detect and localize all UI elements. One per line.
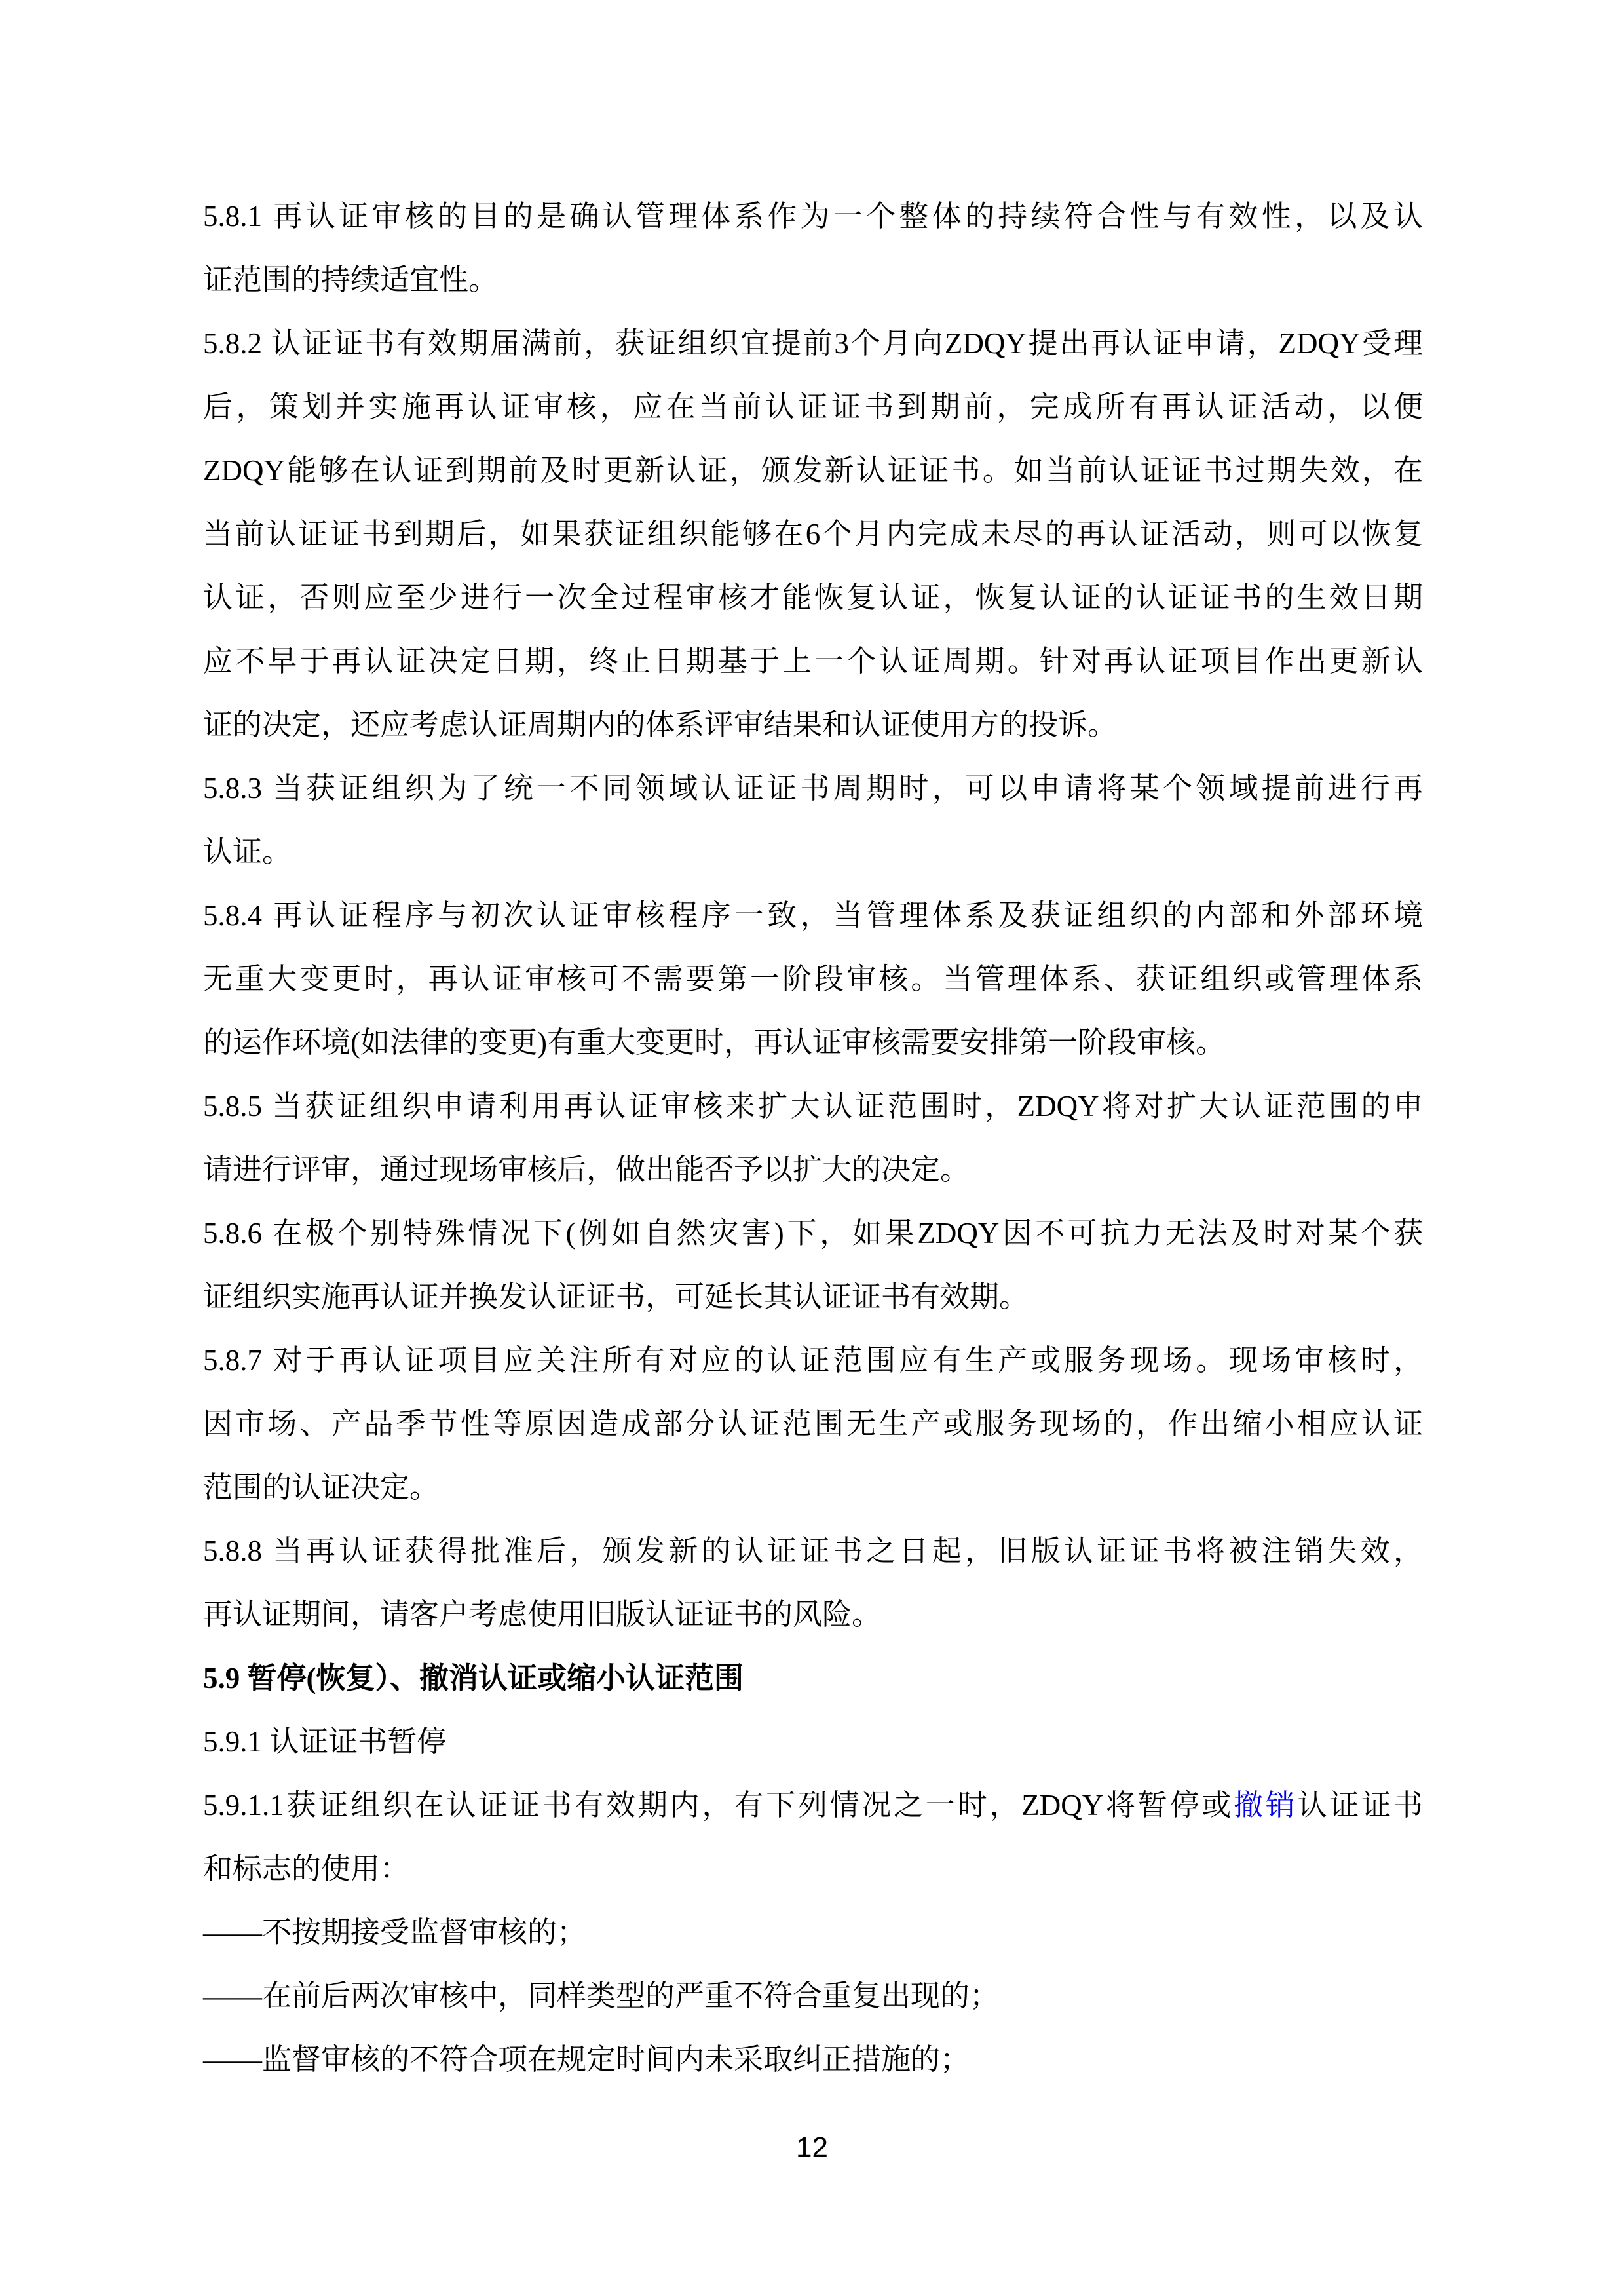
text-run: 5.8.4 再认证程序与初次认证审核程序一致，当管理体系及获证组织的内部和外部环境 (203, 899, 1423, 932)
text-run: 5.8.7 对于再认证项目应关注所有对应的认证范围应有生产或服务现场。现场审核时， (203, 1344, 1423, 1377)
text-line (203, 1138, 1423, 1202)
text-run: 认证。 (203, 835, 292, 868)
text-line (203, 1774, 1423, 1837)
text-run: 后，策划并实施再认证审核，应在当前认证证书到期前，完成所有再认证活动，以便 (203, 391, 1423, 423)
text-line (203, 2028, 1423, 2092)
text-line (203, 312, 1423, 375)
text-run: 因市场、产品季节性等原因造成部分认证范围无生产或服务现场的，作出缩小相应认证 (203, 1407, 1423, 1440)
text-run: 5.8.8 当再认证获得批准后，颁发新的认证证书之日起，旧版认证证书将被注销失效， (203, 1535, 1423, 1567)
text-run: ——监督审核的不符合项在规定时间内未采取纠正措施的； (203, 2043, 970, 2076)
text-line (203, 1265, 1423, 1329)
text-line (203, 947, 1423, 1011)
text-run: 和标志的使用： (203, 1852, 410, 1885)
text-line (203, 630, 1423, 693)
text-run: 证范围的持续适宜性。 (203, 263, 499, 296)
text-run: 5.9 暂停(恢复）、撤消认证或缩小认证范围 (203, 1662, 744, 1694)
text-line (203, 1392, 1423, 1456)
text-line (203, 1075, 1423, 1138)
text-run: ——在前后两次审核中，同样类型的严重不符合重复出现的； (203, 1980, 1000, 2012)
text-run: 5.8.2 认证证书有效期届满前，获证组织宜提前3个月向ZDQY提出再认证申请，ZDQY受理 (203, 327, 1423, 360)
text-line (203, 1837, 1423, 1901)
page-number: 12 (796, 2132, 828, 2164)
text-line (203, 248, 1423, 312)
text-run: ——不按期接受监督审核的； (203, 1916, 587, 1949)
text-line (203, 1520, 1423, 1583)
text-run: 5.8.6 在极个别特殊情况下(例如自然灾害)下，如果ZDQY因不可抗力无法及时对某个获 (203, 1217, 1423, 1250)
text-run: 5.8.5 当获证组织申请利用再认证审核来扩大认证范围时，ZDQY将对扩大认证范围的申 (203, 1090, 1423, 1122)
text-run: 证的决定，还应考虑认证周期内的体系评审结果和认证使用方的投诉。 (203, 708, 1118, 741)
text-line (203, 693, 1423, 757)
document-body (203, 185, 1423, 2092)
text-line (203, 1202, 1423, 1265)
text-run: 再认证期间，请客户考虑使用旧版认证证书的风险。 (203, 1598, 882, 1631)
text-run: 的运作环境(如法律的变更)有重大变更时，再认证审核需要安排第一阶段审核。 (203, 1026, 1225, 1059)
text-run: 无重大变更时，再认证审核可不需要第一阶段审核。当管理体系、获证组织或管理体系 (203, 963, 1423, 995)
text-line (203, 757, 1423, 820)
text-line (203, 566, 1423, 630)
text-run: 当前认证证书到期后，如果获证组织能够在6个月内完成未尽的再认证活动，则可以恢复 (203, 518, 1423, 550)
text-line (203, 1647, 1423, 1710)
text-line (203, 185, 1423, 248)
text-line (203, 884, 1423, 947)
text-run: ZDQY能够在认证到期前及时更新认证，颁发新认证证书。如当前认证证书过期失效，在 (203, 454, 1423, 487)
text-run: 5.8.1 再认证审核的目的是确认管理体系作为一个整体的持续符合性与有效性，以及认 (203, 200, 1423, 233)
text-run: 请进行评审，通过现场审核后，做出能否予以扩大的决定。 (203, 1153, 970, 1186)
text-run: 证组织实施再认证并换发认证证书，可延长其认证证书有效期。 (203, 1280, 1029, 1313)
text-run: 5.9.1.1获证组织在认证证书有效期内，有下列情况之一时，ZDQY将暂停或 (203, 1789, 1234, 1822)
text-line (203, 1329, 1423, 1392)
text-line (203, 1456, 1423, 1520)
text-run: 认证证书 (1297, 1789, 1423, 1822)
text-run: 范围的认证决定。 (203, 1471, 440, 1504)
text-run: 5.9.1 认证证书暂停 (203, 1725, 447, 1758)
text-line (203, 375, 1423, 439)
highlighted-term: 撤销 (1234, 1789, 1298, 1822)
text-line (203, 820, 1423, 884)
text-run: 5.8.3 当获证组织为了统一不同领域认证证书周期时，可以申请将某个领域提前进行再 (203, 772, 1423, 805)
text-run: 应不早于再认证决定日期，终止日期基于上一个认证周期。针对再认证项目作出更新认 (203, 645, 1423, 678)
text-run: 认证，否则应至少进行一次全过程审核才能恢复认证，恢复认证的认证证书的生效日期 (203, 581, 1423, 614)
text-line (203, 503, 1423, 566)
text-line (203, 1011, 1423, 1075)
text-line (203, 439, 1423, 503)
text-line (203, 1901, 1423, 1964)
text-line (203, 1710, 1423, 1774)
text-line (203, 1964, 1423, 2028)
text-line (203, 1583, 1423, 1647)
